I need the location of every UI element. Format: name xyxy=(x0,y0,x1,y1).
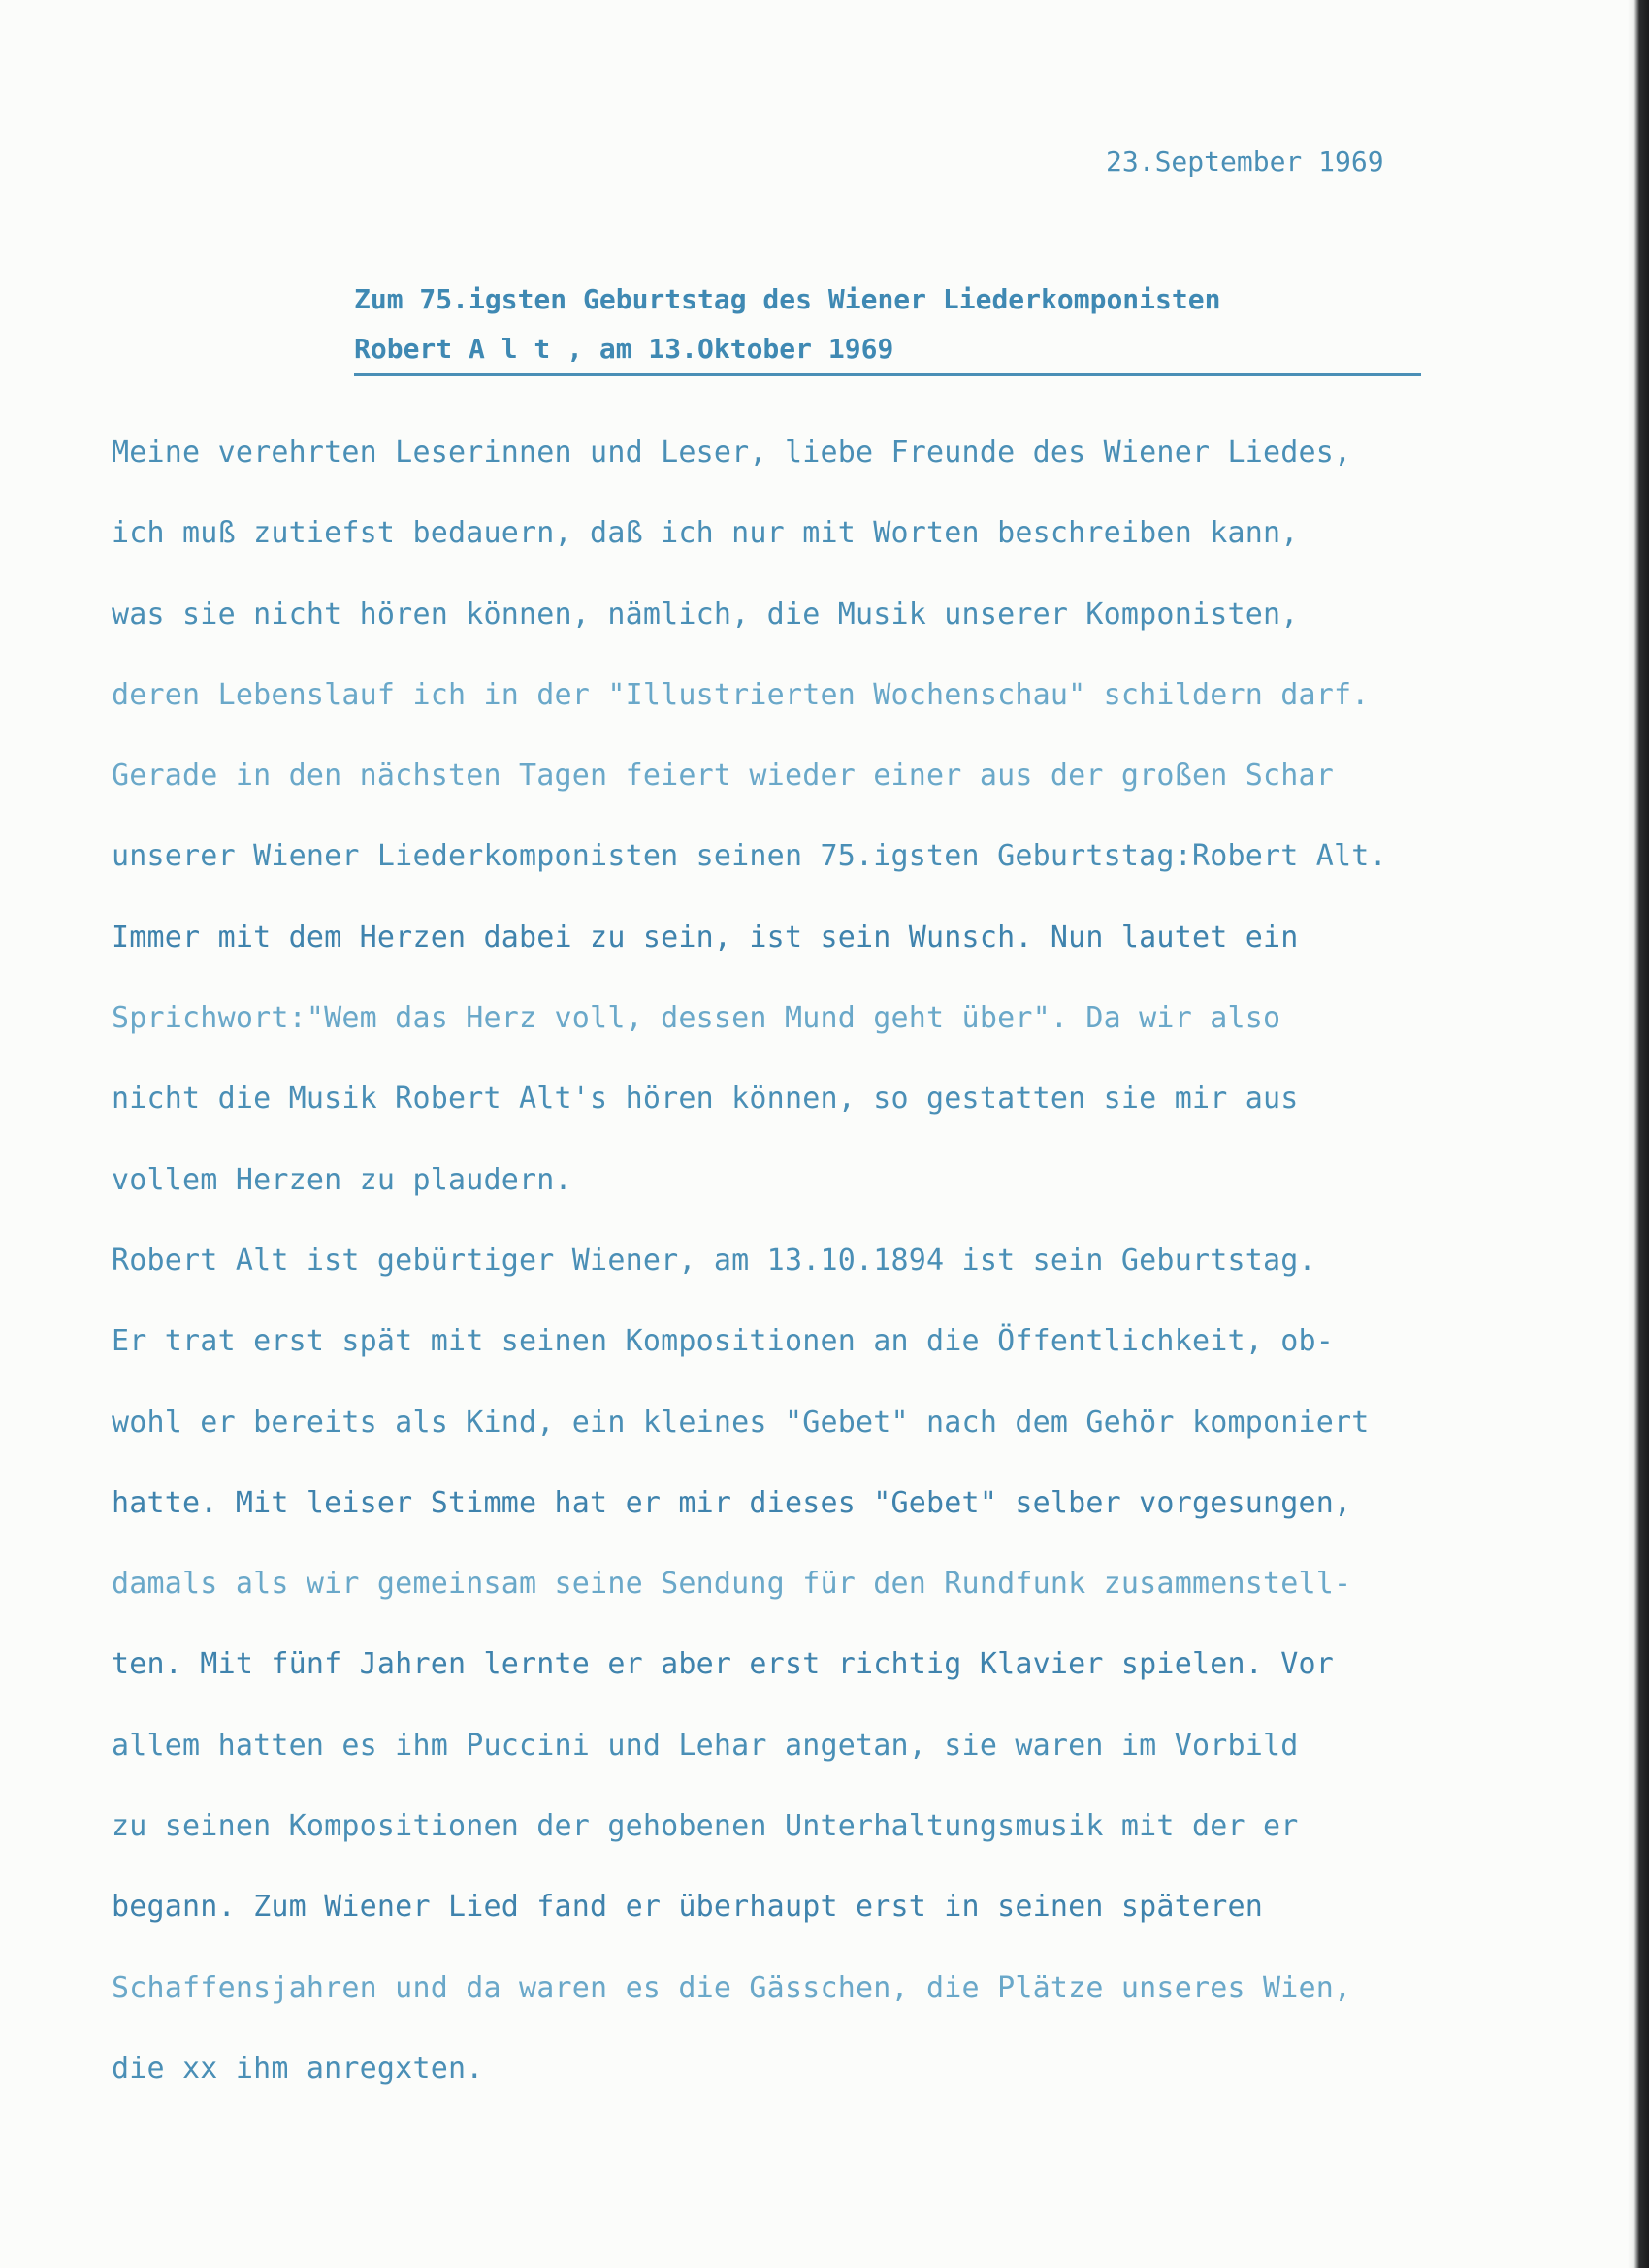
scan-edge-shadow xyxy=(1628,0,1649,2268)
body-line: deren Lebenslauf ich in der "Illustrierten Wochenschau" schildern darf. xyxy=(112,677,1370,712)
body-line: Schaffensjahren und da waren es die Gässchen, die Plätze unseres Wien, xyxy=(112,1970,1352,2005)
body-line: Sprichwort:"Wem das Herz voll, dessen Mund geht über". Da wir also xyxy=(112,1001,1281,1036)
body-line: Gerade in den nächsten Tagen feiert wieder einer aus der großen Schar xyxy=(112,759,1335,794)
body-line: Robert Alt ist gebürtiger Wiener, am 13.10.1894 ist sein Geburtstag. xyxy=(112,1243,1316,1278)
body-line: Immer mit dem Herzen dabei zu sein, ist sein Wunsch. Nun lautet ein xyxy=(112,920,1299,955)
body-line: ich muß zutiefst bedauern, daß ich nur mit Worten beschreiben kann, xyxy=(112,516,1299,551)
body-line: was sie nicht hören können, nämlich, die Musik unserer Komponisten, xyxy=(112,597,1299,632)
body-line: ten. Mit fünf Jahren lernte er aber erst richtig Klavier spielen. Vor xyxy=(112,1647,1335,1682)
body-line: unserer Wiener Liederkomponisten seinen 75.igsten Geburtstag:Robert Alt. xyxy=(112,839,1387,874)
body-line: begann. Zum Wiener Lied fand er überhaupt erst in seinen späteren xyxy=(112,1890,1263,1925)
body-line: Er trat erst spät mit seinen Kompositionen an die Öffentlichkeit, ob- xyxy=(112,1324,1335,1359)
body-line: vollem Herzen zu plaudern. xyxy=(112,1162,572,1197)
body-line: wohl er bereits als Kind, ein kleines "Gebet" nach dem Gehör komponiert xyxy=(112,1405,1370,1440)
body-line: Meine verehrten Leserinnen und Leser, liebe Freunde des Wiener Liedes, xyxy=(112,436,1352,470)
heading-line-2: Robert A l t , am 13.Oktober 1969 xyxy=(354,324,1421,376)
body-line: hatte. Mit leiser Stimme hat er mir dieses "Gebet" selber vorgesungen, xyxy=(112,1485,1352,1520)
body-line: nicht die Musik Robert Alt's hören können, so gestatten sie mir aus xyxy=(112,1082,1299,1117)
body-line: zu seinen Kompositionen der gehobenen Unterhaltungsmusik mit der er xyxy=(112,1809,1299,1844)
body-line: damals als wir gemeinsam seine Sendung für den Rundfunk zusammenstell- xyxy=(112,1567,1352,1602)
letter-heading xyxy=(354,275,1421,376)
heading-line-1: Zum 75.igsten Geburtstag des Wiener Liederkomponisten xyxy=(354,283,1221,315)
letter-date: 23.September 1969 xyxy=(1106,146,1384,178)
body-line: die xx ihm anregxten. xyxy=(112,2051,484,2086)
body-line: allem hatten es ihm Puccini und Lehar angetan, sie waren im Vorbild xyxy=(112,1728,1299,1763)
letter-body xyxy=(112,429,1567,2125)
